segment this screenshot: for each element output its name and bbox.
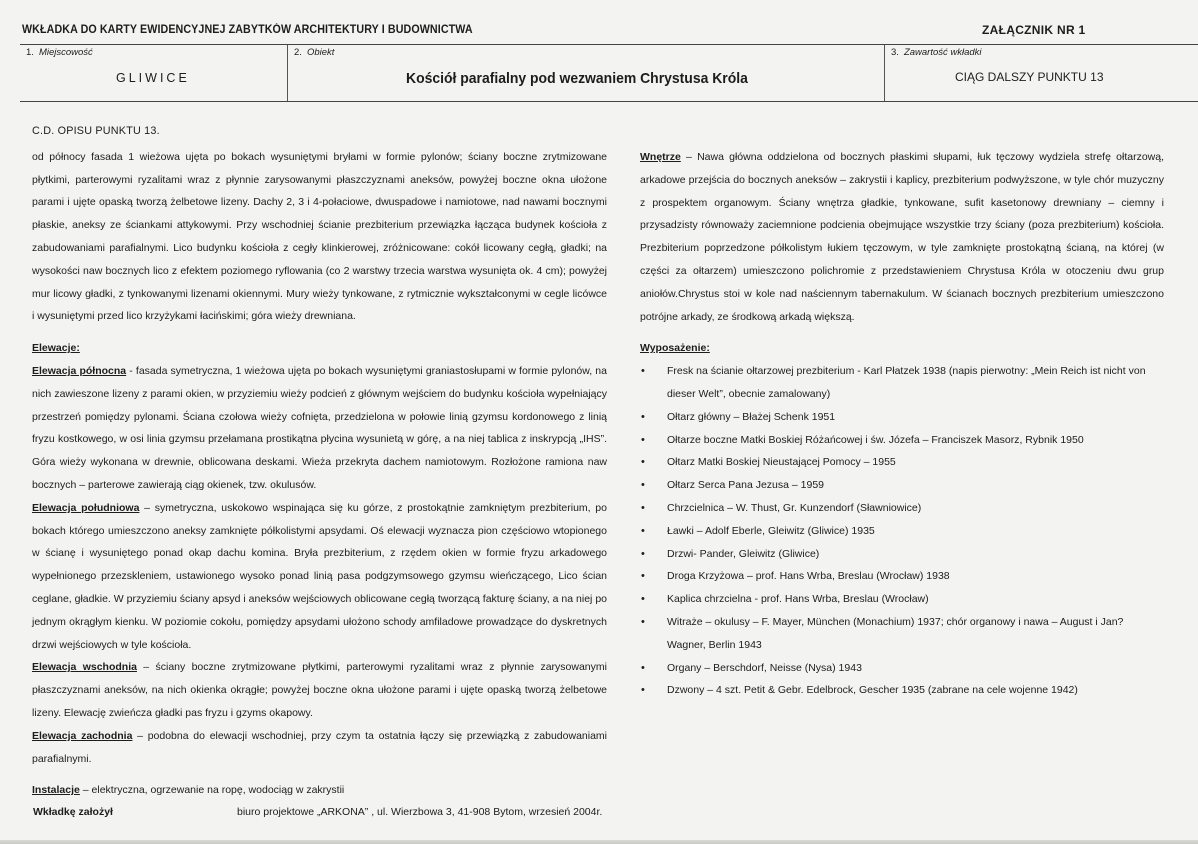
equipment-heading: Wyposażenie: (640, 342, 710, 355)
list-item: • Dzwony – 4 szt. Petit & Gebr. Edelbrock, Gescher 1935 (zabrane na cele wojenne 1942) (640, 679, 1164, 702)
list-item: • Ołtarz Matki Boskiej Nieustającej Pomocy – 1955 (640, 451, 1164, 474)
list-item: • Drzwi- Pander, Gleiwitz (Gliwice) (640, 543, 1164, 566)
document-title: WKŁADKA DO KARTY EWIDENCYJNEJ ZABYTKÓW ARCHITEKTURY I BUDOWNICTWA (22, 24, 473, 36)
field-label: 2. Obiekt (294, 47, 335, 58)
continuation-title: C.D. OPISU PUNKTU 13. (32, 125, 160, 137)
annex-number: ZAŁĄCZNIK NR 1 (982, 23, 1086, 37)
field-label: 3. Zawartość wkładki (891, 47, 982, 58)
field-locality (20, 45, 288, 101)
list-item: • Organy – Berschdorf, Neisse (Nysa) 1943 (640, 657, 1164, 680)
elevation-east: Elewacja wschodnia – ściany boczne zrytmizowane płytkimi, parterowymi ryzalitami wraz z płynnie zarysowanymi płaszczyznami aneksów, na nich okienka okrągłe; powyżej boczne okna ułożone parami i ujęte opaską tworzą żelbetowe lizeny. Elewację zwieńcza gładki pas fryzu i gzyms okapowy. (32, 661, 607, 719)
equipment-list (640, 360, 1164, 702)
list-item: • Ołtarze boczne Matki Boskiej Różańcowej i św. Józefa – Franciszek Masorz, Rybnik 1950 (640, 429, 1164, 452)
field-label: 1. Miejscowość (26, 47, 93, 58)
object-value: Kościół parafialny pod wezwaniem Chrystusa Króla (406, 70, 748, 87)
elevation-north: Elewacja północna - fasada symetryczna, 1 wieżowa ujęta po bokach wysuniętymi graniastosłupami w formie pylonów, na nich zawieszone lizeny z parami okien, w przyziemiu wieży podcień z głównym wejściem do budynku kościoła wypełniający przestrzeń pomiędzy pylonami. Ściana czołowa wieży cofnięta, przedzielona w połowie linią gzymsu kordonowego z linią fryzu kostkowego, w osi linia gzymsu przełamana prostikątna płycina wysunietą w górę, a na niej tablica z inskrypcją „IHS”. Góra wieży wykonana w drewnie, oblicowana deskami. Wieża przekryta dachem namiotowym. Rozłożone ramiona naw bocznych – parterowe zawierają ciąg okienek, tzw. okulusów. (32, 364, 607, 491)
list-item: • Ołtarz główny – Błażej Schenk 1951 (640, 406, 1164, 429)
list-item: • Droga Krzyżowa – prof. Hans Wrba, Breslau (Wrocław) 1938 (640, 565, 1164, 588)
field-insert-content (885, 45, 1198, 101)
footer-label: Wkładkę założył (33, 806, 113, 818)
list-item: • Witraże – okulusy – F. Mayer, München (Monachium) 1937; chór organowy i nawa – August i Jan? Wagner, Berlin 1943 (640, 611, 1164, 657)
elevation-south: Elewacja południowa – symetryczna, uskokowo wspinająca się ku górze, z prostokątnie zamkniętym prezbiterium, po bokach którego umieszczono aneksy zamknięte półkolistymi apsydami. Oś elewacji wyznacza pion częściowo wtopionego w ścianę i wysuniętego ponad okap dachu komina. Bryła prezbiterium, z rzędem okien w formie fryzu arkadowego wypełnionego przezskleniem, ustawionego wysoko ponad linią pasa podgzymsowego gzymsu wieńczącego, Lico ścian ceglane, gładkie. W przyziemiu ściany apsyd i aneksów wejściowych oblicowane cegłą tworzącą fakturę ściany, a na niej po jednym okrągłym kienku. W poziomie cokołu, pomiędzy apsydami ułożono schody amfiladowe prowadzące do dyskretnych drzwi wejściowych w tyle kościoła. (32, 501, 607, 651)
left-column (32, 120, 607, 802)
right-column (640, 120, 1164, 702)
list-item: • Fresk na ścianie ołtarzowej prezbiterium - Karl Płatzek 1938 (napis pierwotny: „Mein Reich ist nicht von dieser Welt”, obecnie zamalowany) (640, 360, 1164, 406)
locality-value: GLIWICE (116, 71, 190, 85)
footer-value: biuro projektowe „ARKONA” , ul. Wierzbowa 3, 41-908 Bytom, wrzesień 2004r. (237, 806, 603, 818)
intro-paragraph: od północy fasada 1 wieżowa ujęta po bokach wysuniętymi bryłami w formie pylonów; ściany boczne zrytmizowane płytkimi, parterowymi ryzalitami wraz z płynnie zarysowanymi płaszczyznami aneksów, powyżej boczne okna ułożone parami i ujęte opaską tworzą żelbetowe lizeny. Dachy 2, 3 i 4-połaciowe, dwuspadowe i namiotowe, nad nawami bocznymi płaskie, aneksy ze ściankami attykowymi. Przy wschodniej ścianie prezbiterium przewiązka łącząca budynek kościoła z zabudowaniami parafialnymi. Lico budynku kościoła z cegły klinkierowej, zróżnicowane: cokół licowany cegłą, gładki; na wysokości naw bocznych lico z efektem poziomego ryflowania (co 2 warstwy trzecia warstwa wysunięta ok. 4 cm); powyżej mur licowy gładki, z tynkowanymi lizenami okiennymi. Mury wieży tynkowane, z rytmicznie wykształconymi w cegle licówce i wysuniętymi przed lico krzyżykami łacińskimi; góra wieży drewniana. (32, 150, 607, 323)
insert-content-value: CIĄG DALSZY PUNKTU 13 (955, 70, 1104, 84)
installations: Instalacje – elektryczna, ogrzewanie na ropę, wodociąg w zakrystii (32, 784, 345, 797)
header-table (20, 44, 1198, 102)
list-item: • Chrzcielnica – W. Thust, Gr. Kunzendorf (Sławniowice) (640, 497, 1164, 520)
interior-paragraph: Wnętrze – Nawa główna oddzielona od bocznych płaskimi słupami, łuk tęczowy wydziela strefę ołtarzową, arkadowe przejścia do bocznych aneksów – zakrystii i kaplicy, prezbiterium podwyższone, w tyle chór muzyczny z prospektem organowym. Ściany wnętrza gładkie, tynkowane, sufit kasetonowy drewniany – ciemny i przysadzisty równoważy zaciemnione podcienia obejmujące wszystkie trzy ściany (poza prezbiterium) kościoła. Prezbiterium poprzedzone półkolistym łukiem tęczowym, w tyle zamknięte prostokątną ścianą, na której (w części za ołtarzem) umieszczono polichromie z przedstawieniem Chrystusa Króla w otoczeniu dwu grup aniołów.Chrystus stoi w kole nad naściennym tabernakulum. W ścianach bocznych prezbiterium umieszczono potrójne arkady, ze środkową arkadą większą. (640, 151, 1164, 323)
list-item: • Ławki – Adolf Eberle, Gleiwitz (Gliwice) 1935 (640, 520, 1164, 543)
elevations-heading: Elewacje: (32, 342, 80, 355)
field-object (288, 45, 885, 101)
list-item: • Kaplica chrzcielna - prof. Hans Wrba, Breslau (Wrocław) (640, 588, 1164, 611)
elevation-west: Elewacja zachodnia – podobna do elewacji wschodniej, przy czym ta ostatnia łączy się przewiązką z zabudowaniami parafialnymi. (32, 729, 607, 765)
page-edge (0, 840, 1198, 844)
list-item: • Ołtarz Serca Pana Jezusa – 1959 (640, 474, 1164, 497)
